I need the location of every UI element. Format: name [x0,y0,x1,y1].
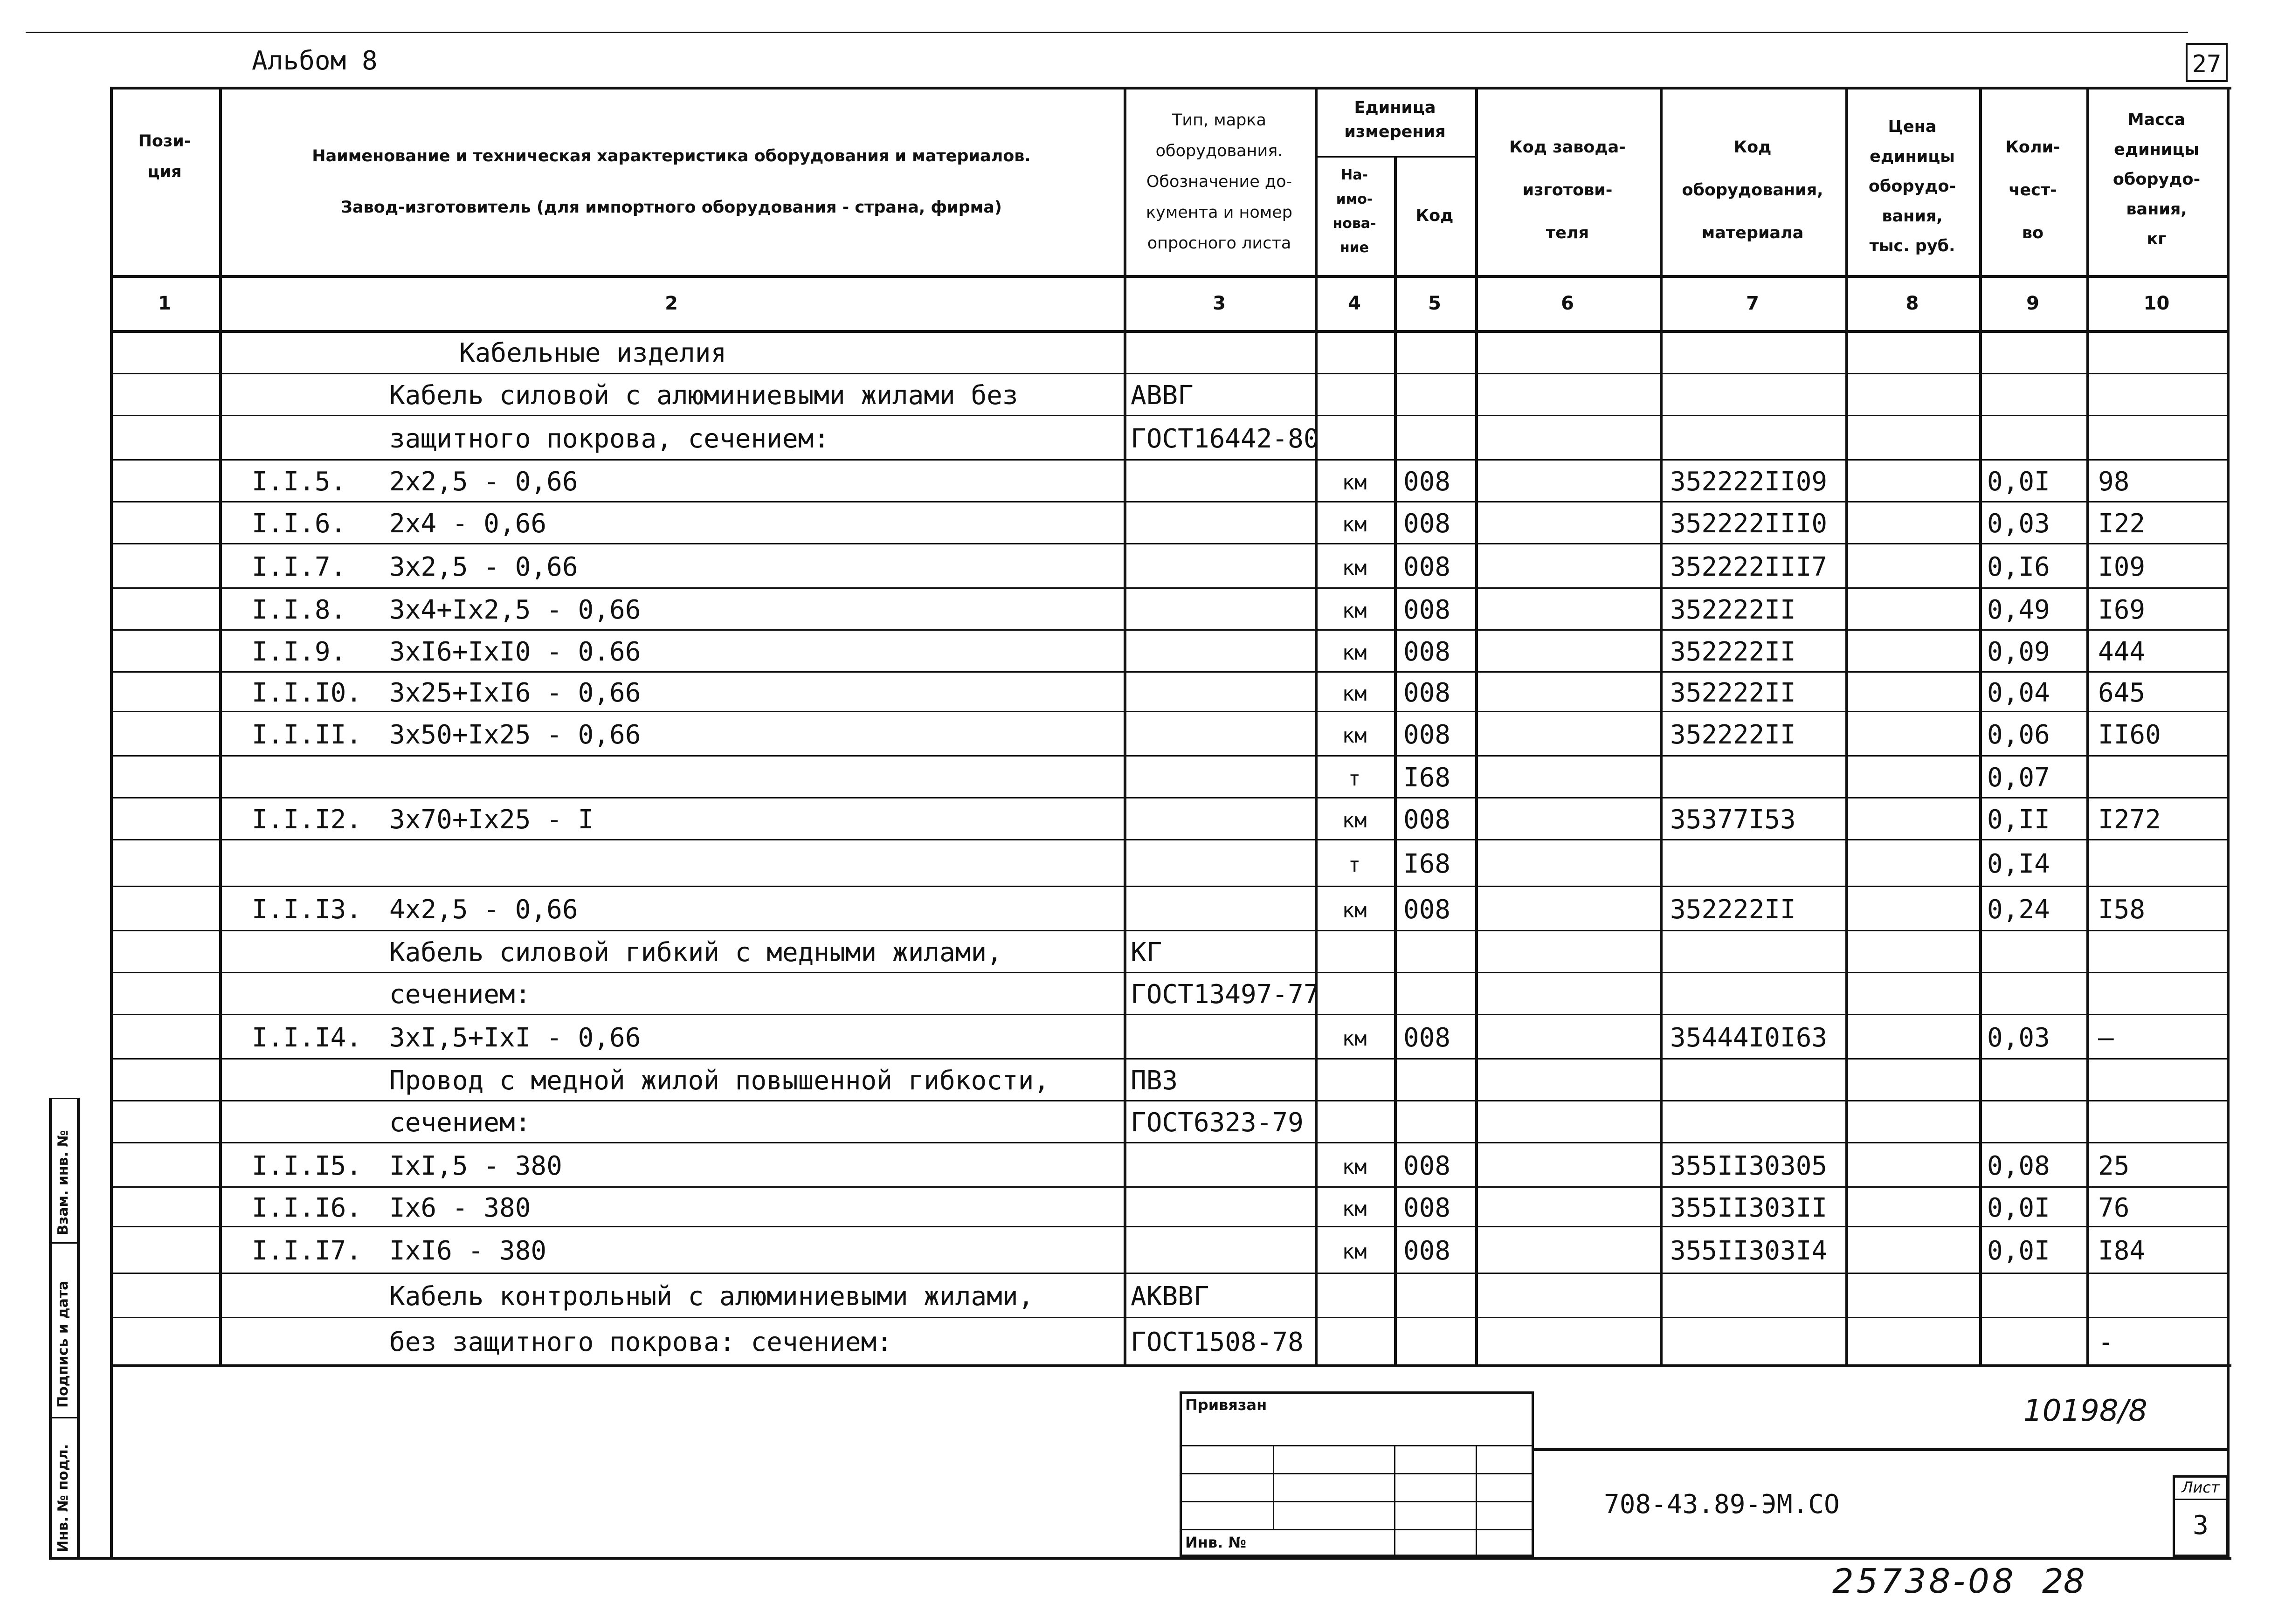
row-separator [110,543,2227,544]
cell-equip: 352222II [1670,894,1796,925]
cell-equip: 355II303II [1670,1192,1828,1223]
row-separator [110,1058,2227,1060]
col-line-6 [1660,87,1663,1364]
bottom-code: 25738-08 [1832,1562,2016,1601]
row-separator [110,459,2227,461]
cell-name: 4х2,5 - 0,66 [389,894,578,925]
frame-top [110,87,2231,89]
cell-qty: 0,04 [1987,677,2050,708]
stamp-privyazan: Привязан [1185,1396,1267,1414]
cell-name: Кабель контрольный с алюминиевыми жилами, [389,1281,1034,1312]
cell-pos: I.I.8. [252,595,346,625]
header-col1: Пози- ция [138,132,191,181]
cell-pos: I.I.9. [252,637,346,667]
cell-equip: 355II303I4 [1670,1236,1828,1266]
col-line-8 [1979,87,1982,1364]
cell-mass: 76 [2098,1192,2130,1223]
header-col9: Коли- чест- во [2005,138,2060,242]
stamp-inv-no: Инв. № [1185,1534,1246,1551]
frame-bottom [49,1557,2231,1560]
cell-pos: I.I.I6. [252,1192,362,1223]
sheet-number: 3 [2193,1510,2209,1541]
cell-code: I68 [1403,849,1451,879]
cell-pos: I.I.I7. [252,1236,362,1266]
colnum-2: 2 [665,293,678,314]
cell-type: КГ [1131,937,1162,968]
header-bottom-line [110,275,2227,278]
cell-qty: 0,07 [1987,763,2050,793]
row-separator [110,1317,2227,1318]
cell-name: 3х70+Iх25 - I [389,805,594,835]
cell-code: 008 [1403,805,1451,835]
cell-code: 008 [1403,1022,1451,1053]
row-separator [110,373,2227,374]
colnum-4: 4 [1348,293,1361,314]
colnum-bottom-line [110,330,2227,333]
cell-unit: км [1342,1155,1367,1179]
cell-qty: 0,09 [1987,637,2050,667]
colnum-7: 7 [1746,293,1759,314]
stamp-line2 [1180,1473,1534,1474]
row-separator [110,797,2227,798]
cell-unit: т [1348,767,1361,791]
top-border-line [26,32,2188,33]
row-separator [110,972,2227,973]
cell-unit: км [1342,556,1367,580]
cell-unit: км [1342,1026,1367,1051]
cell-mass: I272 [2098,805,2161,835]
cell-qty: 0,24 [1987,894,2050,925]
side-strip-top [49,1098,77,1099]
cell-equip: 352222II [1670,637,1796,667]
header-col7: Код оборудования, материала [1682,138,1823,242]
colnum-1: 1 [158,293,171,314]
cell-pos: I.I.I3. [252,894,362,925]
cell-name: 3хI6+IхI0 - 0.66 [389,637,641,667]
row-separator [110,671,2227,673]
cell-unit: км [1342,898,1367,922]
colnum-10: 10 [2143,293,2170,314]
cell-qty: 0,03 [1987,1022,2050,1053]
cell-name: Iх6 - 380 [389,1192,531,1223]
cell-qty: 0,I4 [1987,849,2050,879]
cell-mass: I58 [2098,894,2146,925]
cell-name: 3х25+IхI6 - 0,66 [389,677,641,708]
cell-unit: км [1342,513,1367,537]
row-separator [110,1273,2227,1274]
header-col4: На- имо- нова- ние [1332,167,1376,256]
cell-qty: 0,0I [1987,1192,2050,1223]
table-bottom [110,1364,2231,1367]
cell-mass: 444 [2098,637,2146,667]
row-separator [110,1100,2227,1101]
side-strip-sep1 [49,1242,77,1244]
cell-equip: 352222II09 [1670,467,1828,497]
cell-code: 008 [1403,1236,1451,1266]
row-separator [110,587,2227,589]
colnum-5: 5 [1428,293,1441,314]
stamp-doc-line [1534,1448,2229,1451]
cell-name: сечением: [389,1108,531,1138]
colnum-8: 8 [1905,293,1919,314]
cell-code: 008 [1403,677,1451,708]
cell-pos: I.I.II. [252,719,362,750]
row-separator [110,1014,2227,1015]
cell-unit: т [1348,853,1361,877]
cell-code: 008 [1403,551,1451,582]
handwritten-number: 10198/8 [2023,1394,2147,1428]
side-label-inv: Инв. № подл. [55,1444,71,1552]
cell-type: ГОСТ6323-79 [1131,1108,1304,1138]
cell-name: 3х4+Iх2,5 - 0,66 [389,595,641,625]
cell-unit: км [1342,681,1367,706]
cell-equip: 352222III7 [1670,551,1828,582]
cell-name: Провод с медной жилой повышенной гибкости, [389,1066,1050,1096]
row-separator [110,839,2227,840]
cell-code: 008 [1403,637,1451,667]
header-col10: Масса единицы оборудо- вания, кг [2112,110,2201,248]
cell-name: сечением: [389,979,531,1010]
cell-mass: I69 [2098,595,2146,625]
cell-mass: – [2098,1022,2114,1053]
col-line-2 [1124,87,1126,1364]
cell-equip: 35444I0I63 [1670,1022,1828,1053]
cell-type: ПВЗ [1131,1066,1178,1096]
row-separator [110,930,2227,931]
cell-name: 3хI,5+IхI - 0,66 [389,1022,641,1053]
cell-mass: I22 [2098,509,2146,539]
cell-equip: 352222II [1670,719,1796,750]
row-separator [110,415,2227,416]
cell-type: АВВГ [1131,380,1194,411]
row-separator [110,755,2227,757]
cell-qty: 0,0I [1987,1236,2050,1266]
row-separator [110,1226,2227,1227]
colnum-3: 3 [1213,293,1226,314]
cell-qty: 0,08 [1987,1150,2050,1181]
cell-code: 008 [1403,1150,1451,1181]
col-line-7 [1845,87,1848,1364]
bottom-page: 28 [2042,1562,2085,1601]
cell-mass: I09 [2098,551,2146,582]
cell-qty: 0,49 [1987,595,2050,625]
stamp-line4 [1180,1529,1534,1530]
cell-unit: км [1342,471,1367,495]
header-col2: Наименование и техническая характеристика оборудования и материалов. Завод-изготовитель (для импортного оборудования - страна, фирма) [312,147,1031,217]
cell-pos: I.I.I4. [252,1022,362,1053]
header-col8: Цена единицы оборудо- вания, тыс. руб. [1868,117,1956,255]
cell-name: 2х2,5 - 0,66 [389,467,578,497]
cell-qty: 0,I6 [1987,551,2050,582]
header-col3: Тип, марка оборудования. Обозначение до- кумента и номер опросного листа [1146,111,1292,253]
cell-equip: 352222II [1670,595,1796,625]
cell-qty: 0,II [1987,805,2050,835]
cell-name: Кабель силовой гибкий с медными жилами, [389,937,1002,968]
cell-code: 008 [1403,509,1451,539]
col-line-4 [1394,156,1397,1364]
stamp-doc-code: 708-43.89-ЭМ.СО [1604,1489,1840,1520]
header-col5: Код [1415,206,1454,225]
cell-type: АКВВГ [1131,1281,1209,1312]
cell-equip: 352222III0 [1670,509,1828,539]
cell-pos: I.I.I5. [252,1150,362,1181]
stamp-line1 [1180,1445,1534,1446]
cell-name: 3х50+Iх25 - 0,66 [389,719,641,750]
cell-code: 008 [1403,894,1451,925]
cell-name: без защитного покрова: сечением: [389,1327,892,1357]
cell-qty: 0,03 [1987,509,2050,539]
cell-unit: км [1342,1240,1367,1264]
stamp-line3 [1180,1501,1534,1502]
cell-pos: I.I.5. [252,467,346,497]
cell-name: Кабель силовой с алюминиевыми жилами без [389,380,1018,411]
side-label-vzam: Взам. инв. № [55,1130,71,1235]
stamp-vline3 [1476,1445,1477,1557]
frame-right [2227,87,2230,1560]
cell-name: Кабельные изделия [459,338,727,368]
sheet-label: Лист [2181,1479,2220,1496]
cell-name: IхI,5 - 380 [389,1150,562,1181]
row-separator [110,1142,2227,1143]
cell-mass: II60 [2098,719,2161,750]
cell-equip: 35377I53 [1670,805,1796,835]
row-separator [110,629,2227,631]
header-col6: Код завода- изготови- теля [1509,138,1626,242]
col-line-5 [1475,87,1478,1364]
side-strip-left [49,1098,52,1559]
cell-mass: I84 [2098,1236,2146,1266]
row-separator [110,886,2227,887]
stamp-vline1 [1273,1445,1274,1529]
cell-mass: - [2098,1327,2114,1357]
cell-equip: 352222II [1670,677,1796,708]
cell-code: 008 [1403,1192,1451,1223]
side-label-sign: Подпись и дата [55,1280,71,1408]
cell-mass: 645 [2098,677,2146,708]
row-separator [110,501,2227,502]
cell-qty: 0,06 [1987,719,2050,750]
cell-code: 008 [1403,467,1451,497]
header-unit: Единица измерения [1344,98,1446,141]
cell-unit: км [1342,641,1367,665]
cell-name: защитного покрова, сечением: [389,423,830,454]
cell-code: 008 [1403,719,1451,750]
side-strip-sep2 [49,1417,77,1418]
row-separator [110,1186,2227,1188]
cell-name: 3х2,5 - 0,66 [389,551,578,582]
album-label: Альбом 8 [252,46,378,76]
colnum-6: 6 [1561,293,1574,314]
cell-pos: I.I.7. [252,551,346,582]
page-number: 27 [2186,43,2228,82]
sheet-box-line [2173,1499,2229,1500]
cell-name: IхI6 - 380 [389,1236,547,1266]
stamp-vline2 [1394,1445,1395,1557]
colnum-9: 9 [2026,293,2039,314]
cell-mass: 25 [2098,1150,2130,1181]
cell-name: 2х4 - 0,66 [389,509,547,539]
cell-pos: I.I.I0. [252,677,362,708]
cell-unit: км [1342,809,1367,833]
cell-unit: км [1342,723,1367,748]
cell-mass: 98 [2098,467,2130,497]
cell-equip: 355II30305 [1670,1150,1828,1181]
col-line-9 [2086,87,2089,1364]
cell-qty: 0,0I [1987,467,2050,497]
cell-type: ГОСТ13497-77 [1131,979,1319,1010]
cell-pos: I.I.6. [252,509,346,539]
cell-code: 008 [1403,595,1451,625]
row-separator [110,711,2227,712]
col-line-1 [219,87,222,1364]
cell-unit: км [1342,599,1367,623]
side-strip-right [77,1098,80,1559]
cell-type: ГОСТ1508-78 [1131,1327,1304,1357]
cell-code: I68 [1403,763,1451,793]
cell-unit: км [1342,1197,1367,1221]
cell-pos: I.I.I2. [252,805,362,835]
cell-type: ГОСТ16442-80 [1131,423,1319,454]
